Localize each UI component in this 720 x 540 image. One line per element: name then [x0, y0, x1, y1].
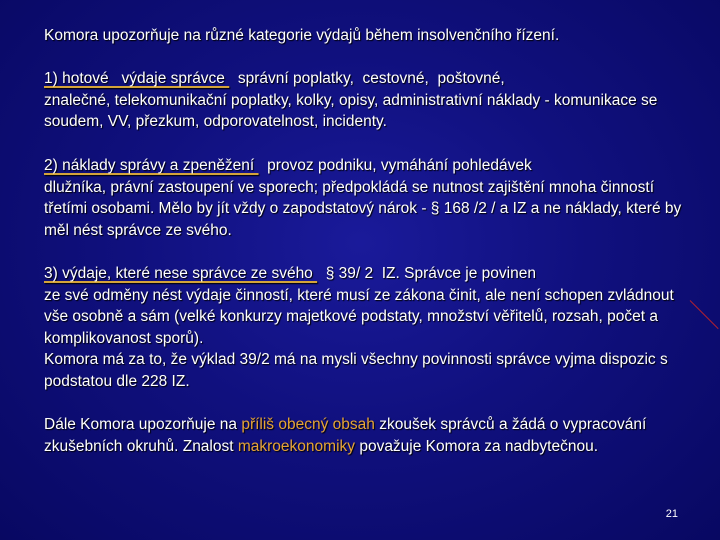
- decorative-line: [690, 300, 719, 329]
- text-hotove-vydaje-rest: znalečné, telekomunikační poplatky, kolky, opisy, administrativní náklady - komunikace se soudem, VV, přezkum, odporovatelnost, incidenty.: [44, 91, 658, 130]
- text-zkousky-part1: Dále Komora upozorňuje na: [44, 416, 242, 433]
- page-number: 21: [665, 508, 678, 520]
- text-naklady-spravy-line1: provoz podniku, vymáhání pohledávek: [258, 157, 532, 174]
- paragraph-vydaje-spravce: [44, 263, 684, 392]
- text-hotove-vydaje-line1: správní poplatky, cestovné, poštovné,: [229, 70, 505, 87]
- intro-text: Komora upozorňuje na různé kategorie výdajů během insolvenčního řízení.: [44, 27, 560, 44]
- heading-hotove-vydaje: 1) hotové výdaje správce: [44, 70, 230, 87]
- text-vydaje-spravce-rest: ze své odměny nést výdaje činností, které musí ze zákona činit, ale není schopen zvládnout vše osobně a sám (velké konkurzy majetkové podstaty, množství věřitelů, rozsah, počet a komplikovanost sporů).: [44, 286, 674, 347]
- text-zkousky-part2: zkoušek správců a žádá o vypracování zkušebních okruhů. Znalost: [44, 416, 651, 455]
- paragraph-zkousky: [44, 414, 684, 457]
- text-vydaje-spravce-extra: Komora má za to, že výklad 39/2 má na mysli všechny povinnosti správce vyjma dispozic s podstatou dle 228 IZ.: [44, 351, 668, 390]
- text-zkousky-part3: považuje Komora za nadbytečnou.: [355, 437, 599, 455]
- highlight-makroekonomiky: makroekonomiky: [237, 437, 356, 455]
- highlight-obecny-obsah: příliš obecný obsah: [241, 416, 375, 433]
- intro-paragraph: [44, 25, 684, 47]
- heading-vydaje-spravce: 3) výdaje, které nese správce ze svého: [44, 265, 318, 282]
- paragraph-naklady-spravy: [44, 155, 684, 241]
- heading-naklady-spravy: 2) náklady správy a zpeněžení: [44, 157, 259, 174]
- paragraph-hotove-vydaje: [44, 68, 684, 133]
- text-naklady-spravy-rest: dlužníka, právní zastoupení ve sporech; předpokládá se nutnost zajištění mnoha činností třetími osobami. Mělo by jít vždy o zapodstatový nárok - § 168 /2 / a IZ a ne náklady, které by měl nést správce ze svého.: [44, 178, 682, 239]
- text-vydaje-spravce-line1: § 39/ 2 IZ. Správce je povinen: [317, 265, 536, 282]
